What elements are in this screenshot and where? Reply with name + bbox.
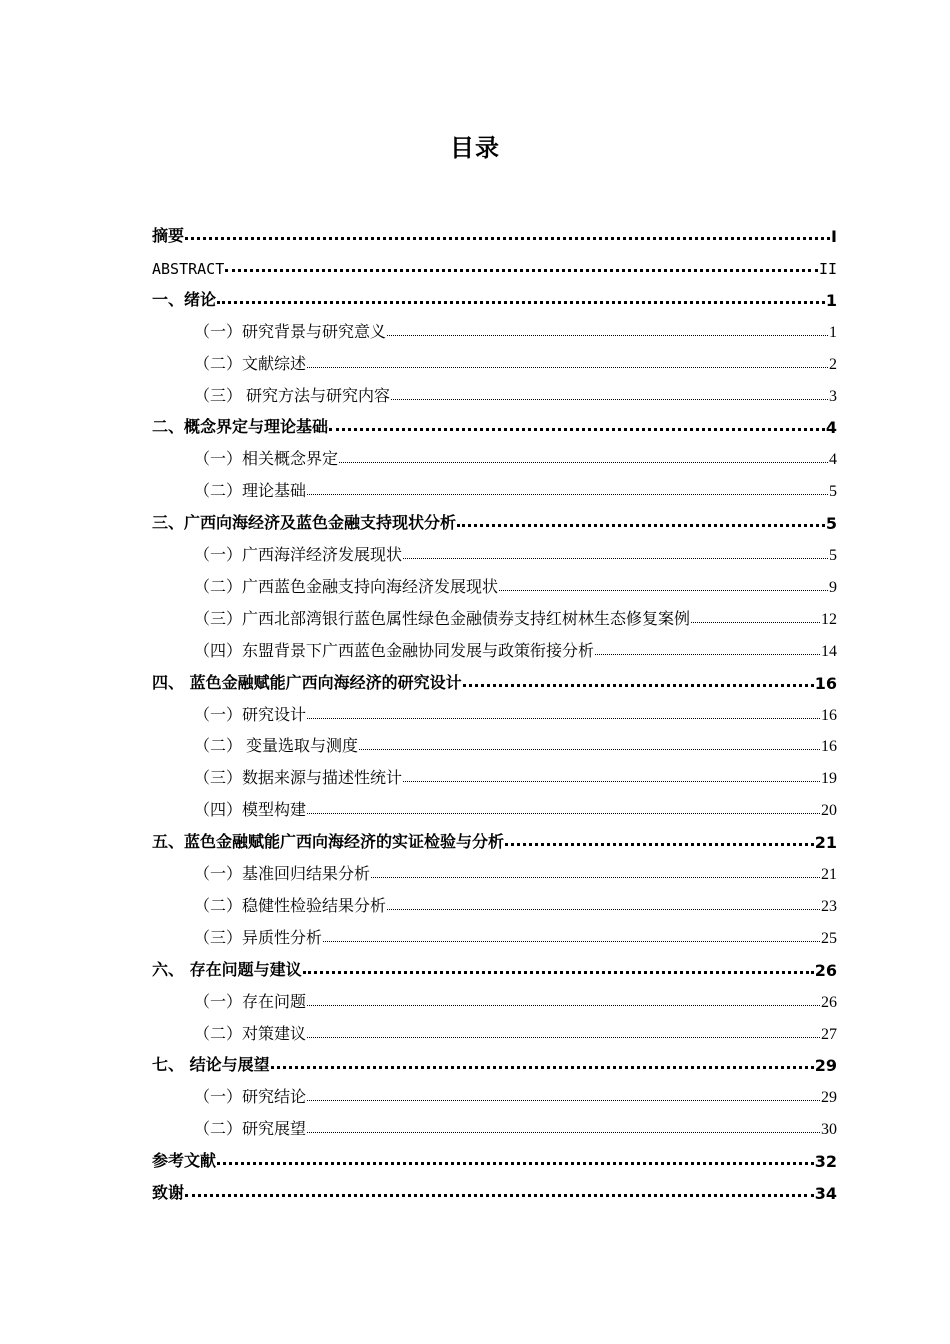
toc-section-entry[interactable]: [194, 603, 837, 629]
toc-entry-title: （一）基准回归结果分析: [194, 866, 371, 883]
toc-dot-leader: [387, 335, 828, 336]
toc-entry-title: （一）研究背景与研究意义: [194, 323, 387, 341]
toc-page-number: 29: [821, 1089, 837, 1107]
toc-page-number: 16: [821, 738, 837, 756]
toc-section-entry[interactable]: [194, 794, 837, 820]
toc-dot-leader: [307, 718, 820, 719]
toc-dot-leader: [185, 1194, 814, 1197]
toc-chapter-entry[interactable]: [152, 507, 837, 533]
toc-section-entry[interactable]: [194, 1081, 837, 1107]
toc-section-entry[interactable]: [194, 890, 837, 916]
toc-page-number: 26: [821, 993, 837, 1011]
toc-section-entry[interactable]: [194, 762, 837, 788]
toc-entry-title: （一）研究结论: [194, 1089, 307, 1107]
toc-dot-leader: [391, 399, 828, 400]
toc-section-entry[interactable]: [194, 1113, 837, 1139]
toc-section-entry[interactable]: [194, 730, 837, 756]
toc-dot-leader: [403, 781, 820, 782]
toc-entry-title: （一）相关概念界定: [194, 451, 339, 469]
toc-entry-title: （二）理论基础: [194, 483, 307, 501]
toc-entry-title: （一）存在问题: [194, 993, 307, 1011]
toc-section-entry[interactable]: [194, 539, 837, 565]
toc-entry-title: 七、 结论与展望: [152, 1055, 270, 1075]
toc-page-number: 1: [829, 323, 837, 341]
toc-entry-title: 六、 存在问题与建议: [152, 959, 302, 979]
toc-entry-title: 摘要: [152, 226, 185, 245]
toc-entry-title: 四、 蓝色金融赋能广西向海经济的研究设计: [152, 672, 462, 692]
toc-section-entry[interactable]: [194, 922, 837, 948]
toc-page-number: 21: [821, 866, 837, 883]
toc-page-number: 26: [814, 960, 837, 980]
toc-chapter-entry[interactable]: [152, 284, 837, 310]
toc-entry-title: （四）模型构建: [194, 802, 307, 820]
toc-dot-leader: [499, 590, 828, 591]
page-title: 目录: [450, 134, 500, 162]
toc-entry-title: ABSTRACT: [152, 259, 225, 278]
toc-dot-leader: [371, 877, 820, 878]
toc-page-number: 32: [814, 1152, 837, 1172]
toc-section-entry[interactable]: [194, 858, 837, 884]
toc-section-entry[interactable]: [194, 380, 837, 406]
toc-page-number: 23: [821, 897, 837, 915]
toc-section-entry[interactable]: [194, 635, 837, 661]
toc-section-entry[interactable]: [194, 986, 837, 1012]
toc-chapter-entry[interactable]: [152, 1145, 837, 1171]
toc-dot-leader: [339, 462, 828, 463]
toc-page-number: I: [831, 227, 837, 246]
toc-entry-title: 三、广西向海经济及蓝色金融支持现状分析: [152, 513, 457, 533]
toc-entry-title: （三） 研究方法与研究内容: [194, 387, 391, 405]
toc-section-entry[interactable]: [194, 348, 837, 374]
toc-entry-title: 五、蓝色金融赋能广西向海经济的实证检验与分析: [152, 832, 505, 852]
toc-dot-leader: [271, 1066, 814, 1069]
toc-section-entry[interactable]: [194, 1018, 837, 1044]
toc-dot-leader: [225, 269, 818, 272]
toc-dot-leader: [403, 558, 828, 559]
toc-page-number: 19: [821, 770, 837, 788]
toc-dot-leader: [457, 524, 825, 527]
toc-page-number: 16: [821, 706, 837, 724]
toc-dot-leader: [329, 428, 825, 431]
toc-dot-leader: [359, 749, 820, 750]
toc-chapter-entry[interactable]: [152, 220, 837, 246]
toc-dot-leader: [463, 684, 814, 687]
toc-page-number: 2: [829, 355, 837, 373]
toc-section-entry[interactable]: [194, 571, 837, 597]
toc-entry-title: （二） 变量选取与测度: [194, 738, 359, 756]
toc-page-number: 9: [829, 578, 837, 596]
toc-entry-title: 一、绪论: [152, 289, 217, 309]
toc-page-number: 5: [825, 514, 837, 534]
toc-dot-leader: [307, 1005, 820, 1006]
toc-page-number: 5: [829, 483, 837, 501]
toc-section-entry[interactable]: [194, 316, 837, 342]
toc-page-number: 5: [829, 547, 837, 564]
toc-section-entry[interactable]: [194, 475, 837, 501]
toc-section-entry[interactable]: [194, 443, 837, 469]
toc-dot-leader: [307, 494, 828, 495]
toc-chapter-entry[interactable]: [152, 252, 837, 278]
toc-chapter-entry[interactable]: [152, 826, 837, 852]
toc-page-number: 4: [829, 451, 837, 469]
toc-entry-title: （一）研究设计: [194, 706, 307, 724]
toc-dot-leader: [185, 237, 830, 240]
toc-chapter-entry[interactable]: [152, 667, 837, 693]
toc-page-number: 1: [825, 290, 837, 310]
toc-dot-leader: [307, 1100, 820, 1101]
toc-dot-leader: [691, 622, 820, 623]
toc-dot-leader: [505, 843, 814, 846]
toc-entry-title: 致谢: [152, 1183, 185, 1202]
toc-entry-title: （三）数据来源与描述性统计: [194, 770, 403, 788]
toc-page-number: 29: [814, 1056, 837, 1076]
toc-page-number: 20: [821, 802, 837, 820]
toc-page-number: 21: [814, 833, 837, 853]
toc-page-number: II: [818, 259, 837, 278]
toc-page-number: 16: [814, 673, 837, 693]
toc-dot-leader: [217, 1162, 814, 1165]
toc-page-number: 14: [821, 642, 837, 660]
toc-entry-title: （二）文献综述: [194, 355, 307, 373]
toc-page-number: 27: [821, 1025, 837, 1043]
toc-dot-leader: [323, 941, 820, 942]
toc-page-number: 3: [829, 387, 837, 405]
toc-entry-title: （一）广西海洋经济发展现状: [194, 547, 403, 564]
toc-entry-title: （二）对策建议: [194, 1025, 307, 1043]
toc-page-number: 12: [821, 610, 837, 628]
toc-dot-leader: [595, 654, 820, 655]
toc-entry-title: （三）异质性分析: [194, 929, 323, 947]
toc-entry-title: （二）广西蓝色金融支持向海经济发展现状: [194, 578, 499, 596]
toc-dot-leader: [307, 1132, 820, 1133]
toc-dot-leader: [307, 1037, 820, 1038]
toc-entry-title: （四）东盟背景下广西蓝色金融协同发展与政策衔接分析: [194, 642, 595, 660]
toc-page-number: 25: [821, 929, 837, 947]
toc-dot-leader: [307, 367, 828, 368]
toc-chapter-entry[interactable]: [152, 411, 837, 437]
toc-entry-title: 参考文献: [152, 1151, 217, 1171]
toc-chapter-entry[interactable]: [152, 1177, 837, 1203]
toc-chapter-entry[interactable]: [152, 1049, 837, 1075]
toc-entry-title: 二、概念界定与理论基础: [152, 417, 329, 437]
toc-page-number: 34: [814, 1184, 837, 1203]
toc-entry-title: （二）研究展望: [194, 1121, 307, 1139]
toc-entry-title: （三）广西北部湾银行蓝色属性绿色金融债券支持红树林生态修复案例: [194, 610, 691, 628]
toc-dot-leader: [307, 813, 820, 814]
toc-page-number: 4: [825, 418, 837, 438]
toc-section-entry[interactable]: [194, 699, 837, 725]
toc-dot-leader: [387, 909, 820, 910]
toc-chapter-entry[interactable]: [152, 954, 837, 980]
toc-entry-title: （二）稳健性检验结果分析: [194, 897, 387, 915]
toc-page-number: 30: [821, 1121, 837, 1139]
toc-dot-leader: [217, 301, 825, 304]
toc-dot-leader: [303, 971, 814, 974]
